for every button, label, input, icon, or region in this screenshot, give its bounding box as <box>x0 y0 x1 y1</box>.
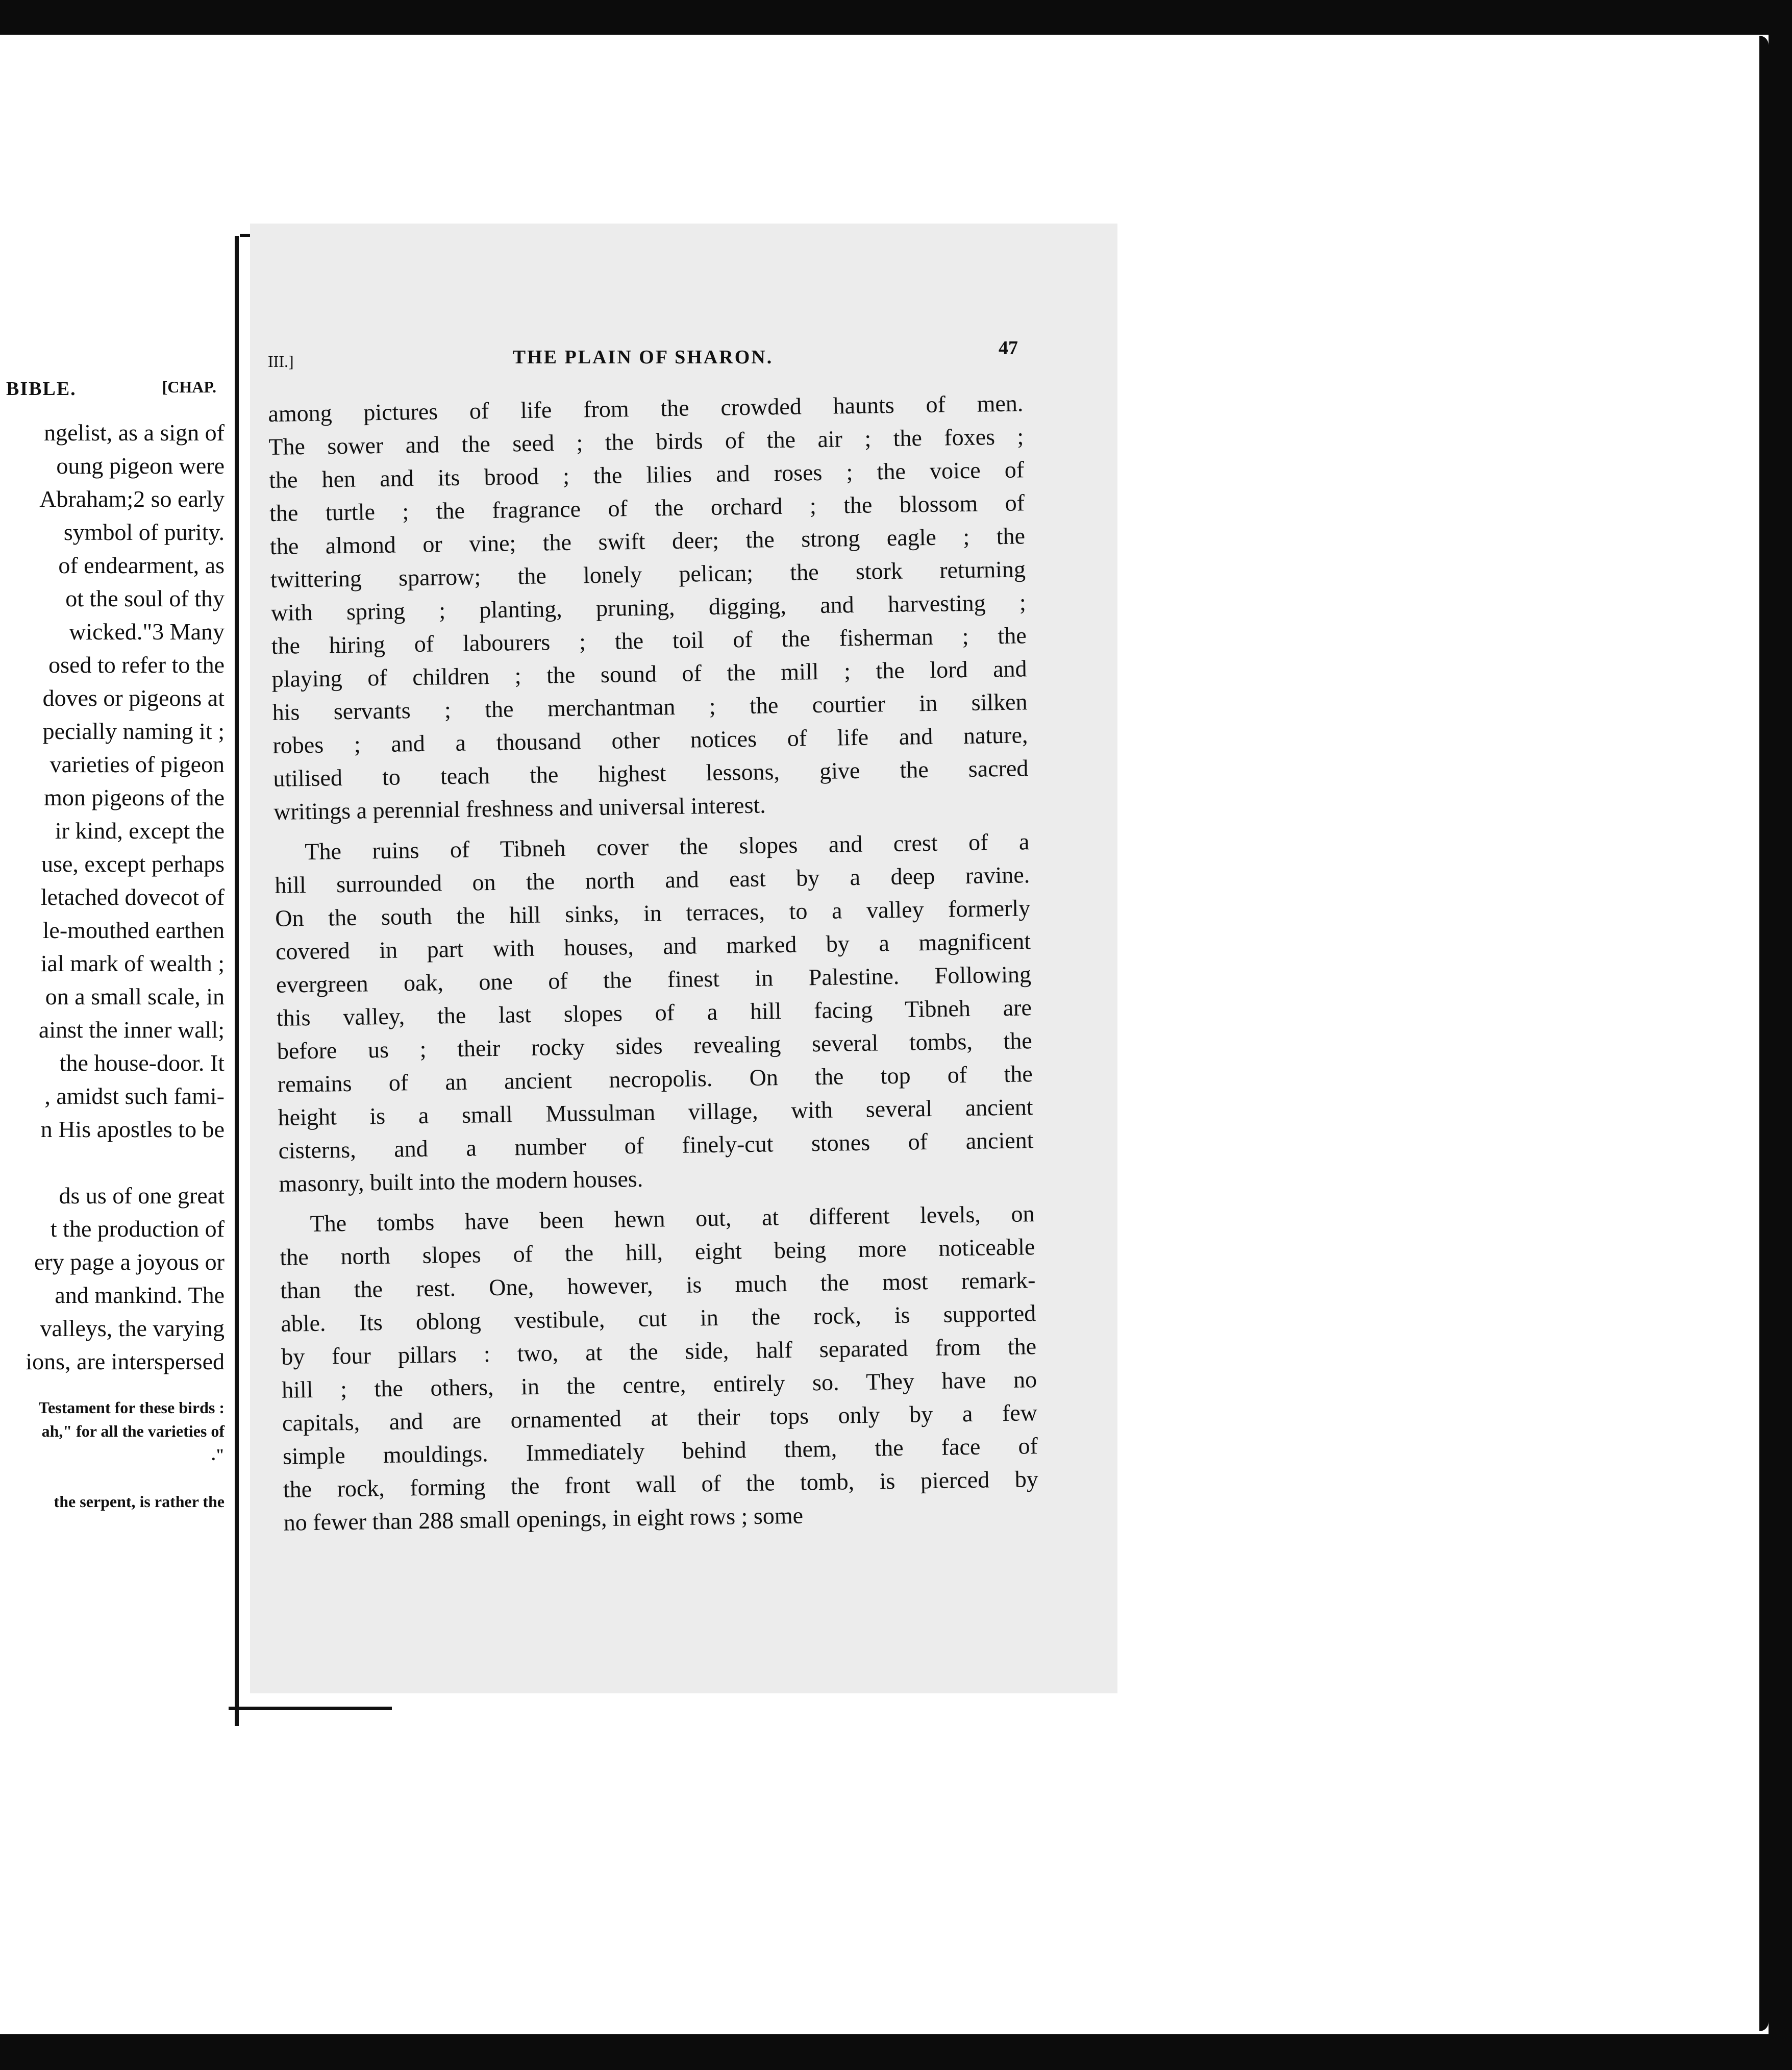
paragraph <box>274 825 1034 1200</box>
text-line: the north slopes of the hill, eight being more noticeable <box>280 1234 1035 1270</box>
paragraph <box>268 386 1029 828</box>
text-line: twittering sparrow; the lonely pelican; the stork returning <box>270 556 1026 593</box>
left-text-line: ainst the inner wall; <box>38 1017 225 1043</box>
text-line: evergreen oak, one of the finest in Palestine. Following <box>276 961 1032 998</box>
left-text-line: oung pigeon were <box>56 453 225 479</box>
left-text-line: Abraham;2 so early <box>39 486 225 512</box>
left-text-line: le-mouthed earthen <box>42 917 225 943</box>
text-line: the rock, forming the front wall of the tomb, is pierced by <box>283 1466 1039 1502</box>
text-line: The ruins of Tibneh cover the slopes and crest of a <box>305 828 1030 865</box>
text-line: than the rest. One, however, is much the most remark- <box>280 1267 1036 1303</box>
right-page-header <box>268 337 1018 376</box>
text-line: robes ; and a thousand other notices of life and nature, <box>272 722 1028 758</box>
text-line: this valley, the last slopes of a hill facing Tibneh are <box>276 994 1032 1031</box>
left-text-line: letached dovecot of <box>40 884 225 910</box>
book-gutter-line <box>235 236 239 1726</box>
left-text-line: symbol of purity. <box>63 519 225 545</box>
left-footnote-line: the serpent, is rather the <box>54 1492 225 1511</box>
left-text-line: n His apostles to be <box>40 1116 225 1142</box>
text-line: playing of children ; the sound of the mill ; the lord and <box>271 655 1027 692</box>
scan-top-border <box>0 0 1792 35</box>
text-line: among pictures of life from the crowded haunts of men. <box>268 390 1024 427</box>
page-number: 47 <box>999 337 1018 359</box>
left-text-line: and mankind. The <box>55 1282 225 1308</box>
text-line: the turtle ; the fragrance of the orchard ; the blossom of <box>269 489 1025 526</box>
left-text-line: ds us of one great <box>59 1182 225 1209</box>
text-line: no fewer than 288 small openings, in eight rows ; some <box>283 1502 804 1536</box>
text-line: cisterns, and a number of finely-cut stones of ancient <box>278 1127 1034 1164</box>
left-text-line: , amidst such fami- <box>44 1083 225 1109</box>
paragraph <box>279 1197 1039 1539</box>
right-page <box>250 224 1117 1693</box>
left-text-line: ot the soul of thy <box>65 585 225 611</box>
text-line: simple mouldings. Immediately behind them, the face of <box>282 1433 1038 1469</box>
left-text-line: ngelist, as a sign of <box>44 420 225 446</box>
text-line: writings a perennial freshness and universal interest. <box>273 792 766 825</box>
text-line: the hen and its brood ; the lilies and roses ; the voice of <box>268 456 1025 493</box>
left-page-text <box>0 416 225 1378</box>
left-text-line: ery page a joyous or <box>34 1249 225 1275</box>
left-text-line: use, except perhaps <box>41 851 225 877</box>
text-line: his servants ; the merchantman ; the courtier in silken <box>272 688 1028 725</box>
left-footnote-line <box>0 1466 225 1490</box>
text-line: hill surrounded on the north and east by a deep ravine. <box>274 861 1030 898</box>
left-footnote-line: ah," for all the varieties of <box>41 1422 225 1440</box>
scan-bottom-border <box>0 2034 1792 2070</box>
left-text-line: valleys, the varying <box>40 1315 225 1341</box>
text-line: masonry, built into the modern houses. <box>279 1165 643 1197</box>
text-line: On the south the hill sinks, in terraces, to a valley formerly <box>275 895 1031 931</box>
text-line: The sower and the seed ; the birds of the air ; the foxes ; <box>268 423 1024 460</box>
left-text-line: ions, are interspersed <box>26 1348 225 1374</box>
left-footnote-line: ." <box>211 1445 225 1464</box>
left-text-line: varieties of pigeon <box>49 751 225 777</box>
left-text-line: pecially naming it ; <box>42 718 225 744</box>
left-page-footnotes <box>0 1396 225 1513</box>
text-line: height is a small Mussulman village, with several ancient <box>278 1094 1033 1130</box>
left-text-line <box>0 1146 225 1179</box>
left-text-line: the house-door. It <box>59 1050 225 1076</box>
text-line: capitals, and are ornamented at their tops only by a few <box>282 1399 1038 1436</box>
text-line: by four pillars : two, at the side, half separated from the <box>281 1333 1037 1370</box>
text-line: with spring ; planting, pruning, digging, and harvesting ; <box>270 589 1027 626</box>
left-text-line: on a small scale, in <box>45 983 225 1009</box>
left-page <box>0 240 240 1720</box>
text-line: the almond or vine; the swift deer; the strong eagle ; the <box>269 523 1026 559</box>
text-line: utilised to teach the highest lessons, give the sacred <box>273 755 1029 792</box>
left-chapter-marker: [CHAP. <box>162 378 216 396</box>
left-page-header <box>0 378 240 413</box>
left-text-line: t the production of <box>50 1216 225 1242</box>
left-text-line: wicked."3 Many <box>69 619 225 645</box>
text-line: the hiring of labourers ; the toil of the fisherman ; the <box>271 622 1027 659</box>
gutter-bottom-rule <box>229 1707 392 1710</box>
left-text-line: of endearment, as <box>58 552 225 578</box>
text-line: hill ; the others, in the centre, entirely so. They have no <box>281 1366 1037 1403</box>
left-text-line: doves or pigeons at <box>42 685 225 711</box>
text-line: The tombs have been hewn out, at different levels, on <box>310 1200 1035 1237</box>
text-line: covered in part with houses, and marked by a magnificent <box>275 928 1031 965</box>
left-text-line: ir kind, except the <box>55 818 225 844</box>
left-running-head: BIBLE. <box>6 378 77 400</box>
left-text-line: osed to refer to the <box>48 652 225 678</box>
right-page-body <box>268 386 1039 1539</box>
left-footnote-line: Testament for these birds : <box>38 1398 225 1417</box>
scan-page-edge <box>1759 36 1769 2031</box>
text-line: able. Its oblong vestibule, cut in the rock, is supported <box>280 1300 1036 1337</box>
right-chapter-marker: III.] <box>268 352 294 371</box>
right-running-head: THE PLAIN OF SHARON. <box>512 347 774 368</box>
scan-right-border <box>1769 0 1792 2070</box>
text-line: remains of an ancient necropolis. On the top of the <box>277 1061 1033 1097</box>
left-text-line: mon pigeons of the <box>44 784 225 810</box>
text-line: before us ; their rocky sides revealing several tombs, the <box>277 1027 1033 1064</box>
left-text-line: ial mark of wealth ; <box>40 950 225 976</box>
